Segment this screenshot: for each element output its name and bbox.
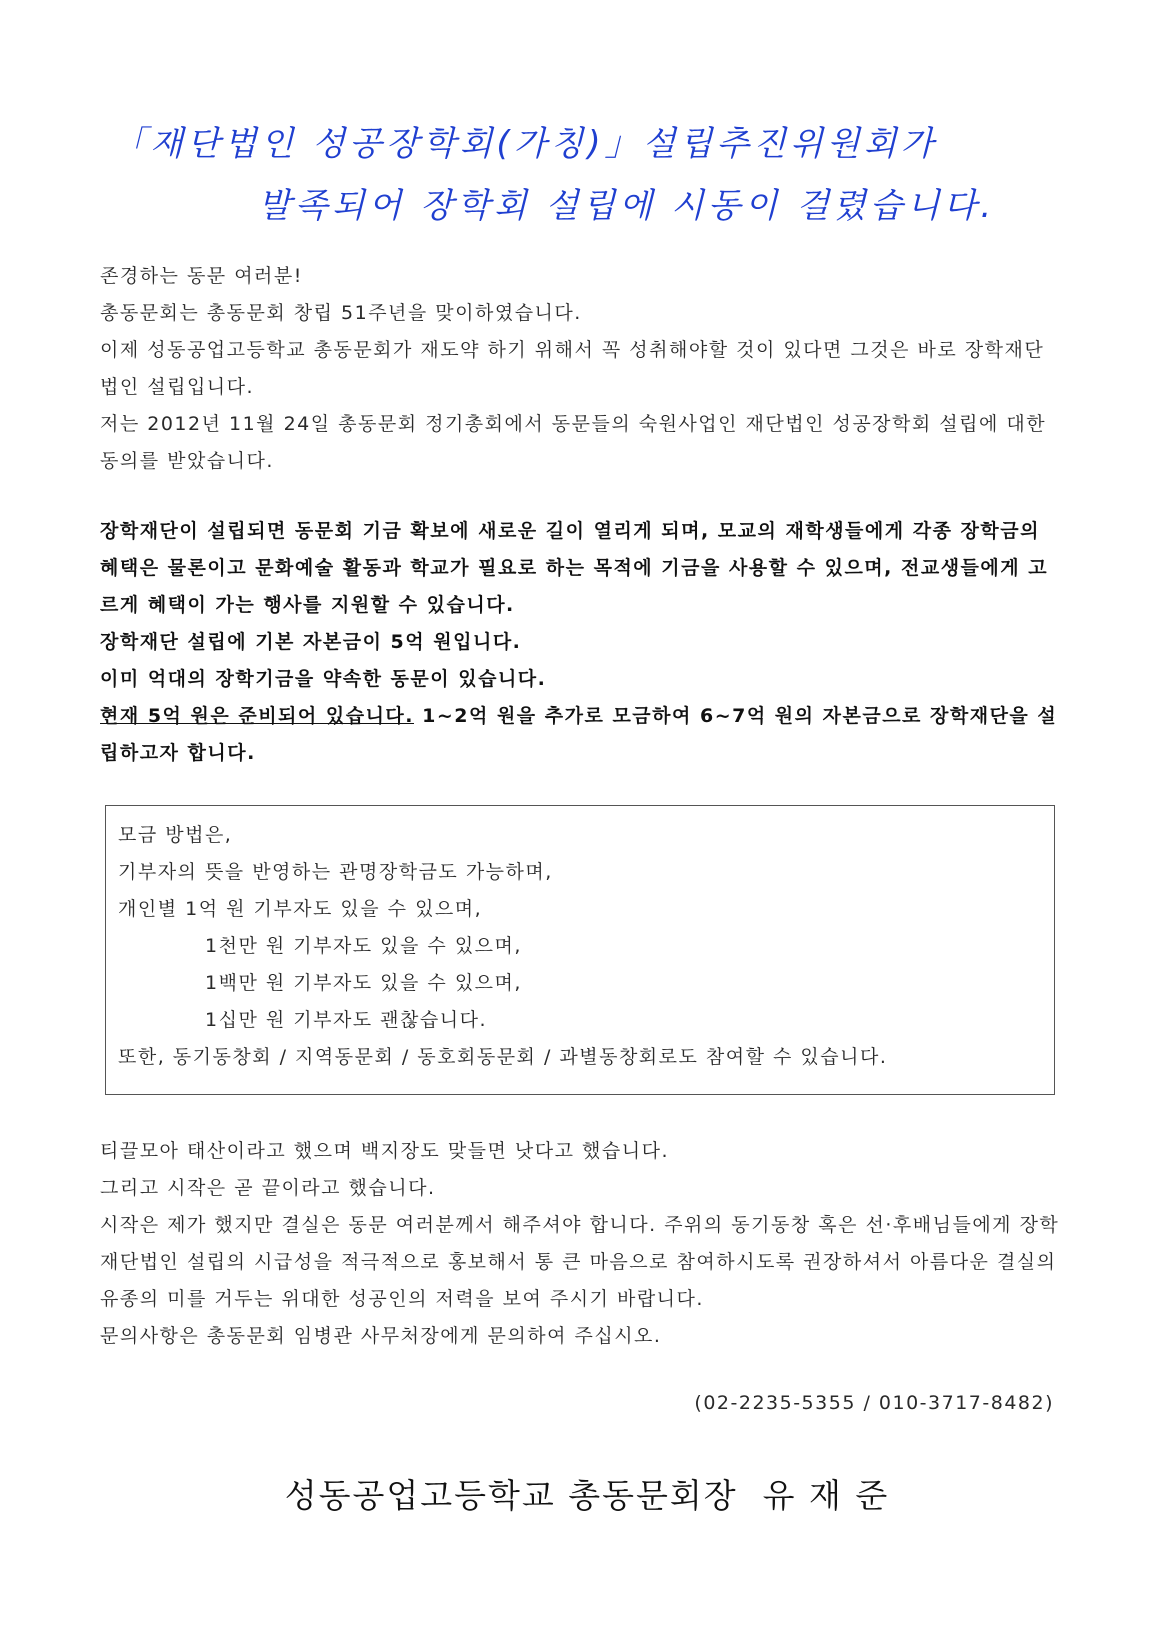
anniversary-text: 총동문회는 총동문회 창립 51주년을 맞이하였습니다. — [100, 302, 582, 324]
general-meeting-text: 저는 2012년 11월 24일 총동문회 정기총회에서 동문들의 숙원사업인 재단법인 성공장학회 설립에 대한 동의를 받았습니다. — [100, 413, 1047, 472]
inquiry-text: 문의사항은 총동문회 임병관 사무처장에게 문의하여 주십시오. — [100, 1325, 662, 1347]
start-end-text: 그리고 시작은 곧 끝이라고 했습니다. — [100, 1177, 436, 1199]
signature: 성동공업고등학교 총동문회장 유 재 준 — [284, 1476, 890, 1515]
greeting: 존경하는 동문 여러분! — [100, 265, 303, 287]
additional-fundraising-text: 1~2억 원을 추가로 모금하여 6~7억 원의 자본금으로 장학재단을 설립하고자 합니다. — [100, 705, 1058, 764]
pledge-text: 이미 억대의 장학기금을 약속한 동문이 있습니다. — [100, 668, 547, 690]
foundation-goal-text: 이제 성동공업고등학교 총동문회가 재도약 하기 위해서 꼭 성취해야할 것이 있다면 그것은 바로 장학재단법인 설립입니다. — [100, 339, 1045, 398]
appeal-text: 시작은 제가 했지만 결실은 동문 여러분께서 해주셔야 합니다. 주위의 동기동창 혹은 선·후배님들에게 장학재단법인 설립의 시급성을 적극적으로 홍보해서 통 큰 마음으로 참여하시도록 권장하셔서 아름다운 결실의 유종의 미를 거두는 위대한 성공인의 저력을 보여 주시기 바랍니다. — [100, 1214, 1060, 1310]
benefits-text: 장학재단이 설립되면 동문회 기금 확보에 새로운 길이 열리게 되며, 모교의 재학생들에게 각종 장학금의 혜택은 물론이고 문화예술 활동과 학교가 필요로 하는 목적에 기금을 사용할 수 있으며, 전교생들에게 고르게 혜택이 가는 행사를 지원할 수 있습니다. — [100, 520, 1049, 616]
box-line-named-scholarship: 기부자의 뜻을 반영하는 관명장학금도 가능하며, — [118, 861, 553, 883]
box-line-1m-donor: 1백만 원 기부자도 있을 수 있으며, — [205, 972, 522, 994]
capital-text: 장학재단 설립에 기본 자본금이 5억 원입니다. — [100, 631, 522, 653]
prepared-amount-text: 현재 5억 원은 준비되어 있습니다. — [100, 705, 414, 727]
box-line-100m-donor: 개인별 1억 원 기부자도 있을 수 있으며, — [118, 898, 483, 920]
contact-phone-numbers: (02-2235-5355 / 010-3717-8482) — [694, 1392, 1054, 1414]
title-line-1: 「재단법인 성공장학회(가칭)」설립추진위원회가 — [112, 124, 938, 164]
proverb-text: 티끌모아 태산이라고 했으며 백지장도 맞들면 낫다고 했습니다. — [100, 1140, 669, 1162]
fundraising-goal-text — [100, 698, 1060, 772]
box-line-10m-donor: 1천만 원 기부자도 있을 수 있으며, — [205, 935, 522, 957]
fundraising-methods-box — [105, 805, 1055, 1095]
box-line-groups: 또한, 동기동창회 / 지역동문회 / 동호회동문회 / 과별동창회로도 참여할 수 있습니다. — [118, 1046, 888, 1068]
box-line-intro: 모금 방법은, — [118, 824, 233, 846]
closing-section — [100, 1133, 1060, 1355]
title-line-2: 발족되어 장학회 설립에 시동이 걸렸습니다. — [258, 186, 996, 226]
intro-section — [100, 258, 1060, 480]
foundation-benefits-section — [100, 513, 1060, 772]
box-line-100k-donor: 1십만 원 기부자도 괜찮습니다. — [205, 1009, 487, 1031]
